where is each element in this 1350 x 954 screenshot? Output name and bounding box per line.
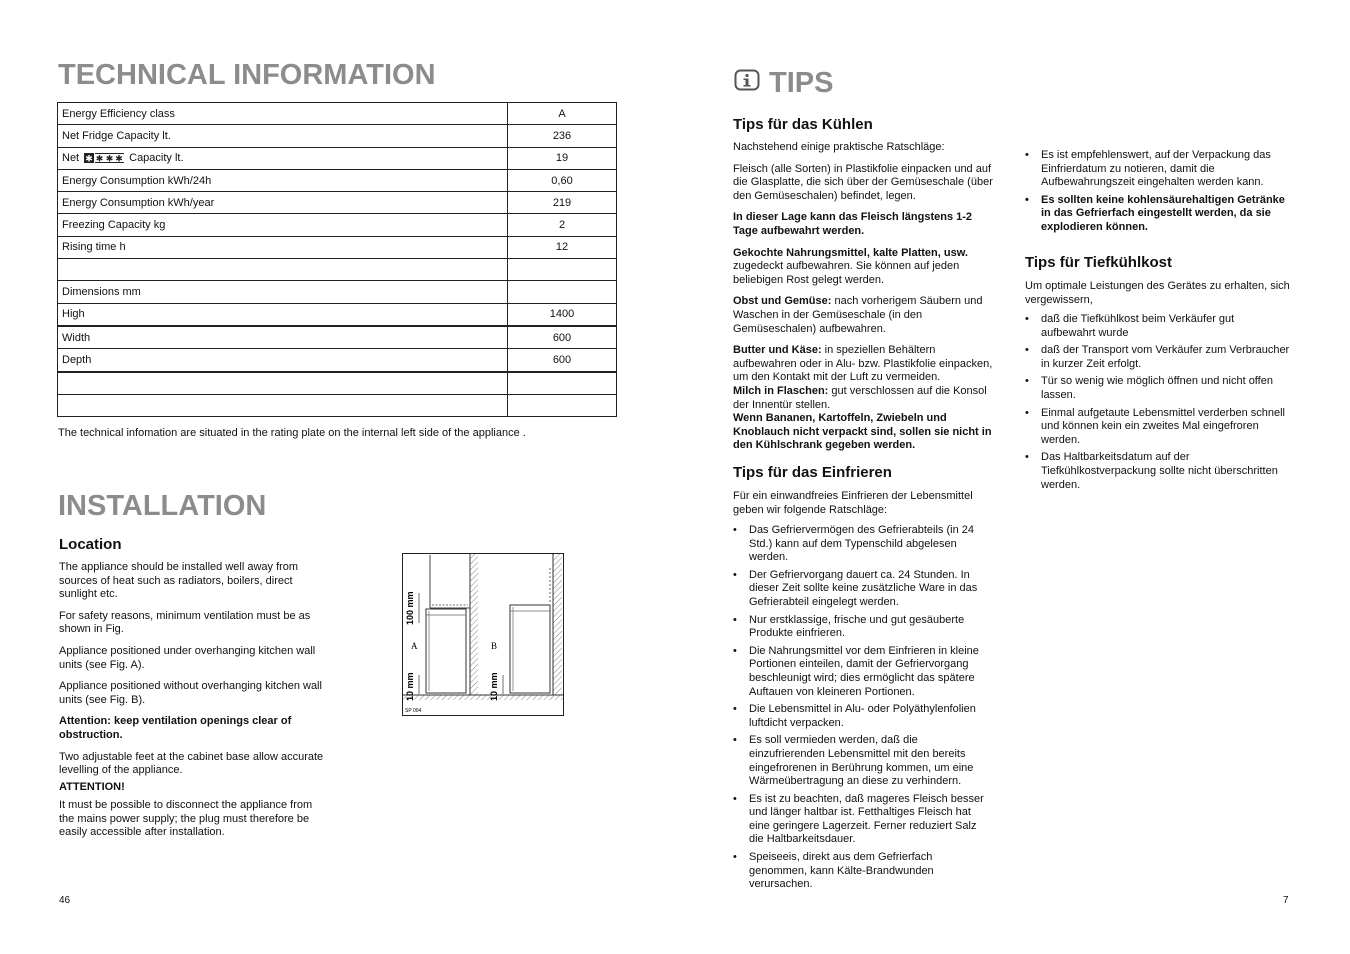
- kuehlen-paragraph: [733, 385, 995, 412]
- attention-title: ATTENTION!: [59, 781, 125, 793]
- list-item: • Das Gefriervermögen des Gefrierabteils (in 24 Std.) kann auf dem Typenschild abgelesen werden.: [733, 524, 991, 565]
- table-label-cell: Energy Consumption kWh/year: [58, 192, 508, 214]
- list-item: • Die Nahrungsmittel vor dem Einfrieren in kleine Portionen einteilen, damit der Gefriervorgang beschleunigt wird; dies ermöglicht das spätere Auftauen von kleineren Portionen.: [733, 645, 991, 699]
- list-item: • daß der Transport vom Verkäufer zum Verbraucher in kurzer Zeit erfolgt.: [1025, 344, 1290, 371]
- list-item: • Die Lebensmittel in Alu- oder Polyäthylenfolien luftdicht verpacken.: [733, 703, 991, 730]
- table-row: [58, 147, 617, 169]
- kuehlen-lead: Butter und Käse:: [733, 344, 822, 357]
- dim-bottom-a-label: 10 mm: [405, 672, 415, 701]
- table-value-cell: 1400: [508, 303, 617, 326]
- installation-title: INSTALLATION: [58, 490, 267, 522]
- kuehlen-paragraph: In dieser Lage kann das Fleisch längstens 1-2 Tage aufbewahrt werden.: [733, 211, 973, 237]
- table-row: [58, 236, 617, 258]
- table-label-cell: [58, 259, 508, 281]
- figure-code: SP 004: [405, 708, 422, 714]
- kuehlen-rest: nach vorherigem Säubern und Waschen in der Gemüseschale (in den Gemüseschalen) aufbewahren.: [733, 295, 983, 335]
- tech-info-title: TECHNICAL INFORMATION: [58, 59, 436, 91]
- figure-label-b: B: [491, 641, 498, 651]
- svg-text:✱: ✱: [115, 154, 123, 164]
- einfrieren-list: [733, 524, 991, 896]
- tiefkuehl-intro: Um optimale Leistungen des Gerätes zu erhalten, sich vergewissern,: [1025, 280, 1290, 306]
- einfrieren-intro: Für ein einwandfreies Einfrieren der Lebensmittel geben wir folgende Ratschläge:: [733, 490, 973, 516]
- table-value-cell: A: [508, 103, 617, 125]
- kuehlen-paragraph: Wenn Bananen, Kartoffeln, Zwiebeln und Knoblauch nicht verpackt sind, sollen sie nicht in den Kühlschrank gegeben werden.: [733, 412, 992, 452]
- svg-text:✱: ✱: [85, 154, 93, 164]
- table-label-cell: Dimensions mm: [58, 281, 508, 303]
- list-item: • Es ist zu beachten, daß mageres Fleisch besser und länger haltbar ist. Fetthaltiges Fleisch hat eine geringere Lagerzeit. Ferner reduziert Salz die Haltbarkeitsdauer.: [733, 793, 991, 847]
- tech-table: [57, 102, 617, 417]
- table-value-cell: 219: [508, 192, 617, 214]
- label-suffix: Capacity lt.: [129, 152, 184, 165]
- table-label-cell: Rising time h: [58, 236, 508, 258]
- tiefkuehl-list: [1025, 313, 1290, 496]
- table-row: [58, 103, 617, 125]
- svg-text:✱: ✱: [95, 154, 104, 164]
- table-row: [58, 281, 617, 303]
- kuehlen-paragraph: [733, 295, 995, 336]
- einfrieren-title: Tips für das Einfrieren: [733, 464, 892, 481]
- table-label-cell: Net Fridge Capacity lt.: [58, 125, 508, 147]
- freezer-stars-icon: [84, 153, 124, 163]
- kuehlen-rest: zugedeckt aufbewahren. Sie können auf jeden beliebigen Rost gelegt werden.: [733, 260, 960, 286]
- dim-bottom-b-label: 10 mm: [489, 672, 499, 701]
- table-row: [58, 192, 617, 214]
- table-label-cell: [58, 147, 508, 169]
- figure-label-a: A: [411, 641, 418, 651]
- table-row: [58, 372, 617, 395]
- location-paragraph: Appliance positioned without overhanging kitchen wall units (see Fig. B).: [59, 680, 322, 706]
- page-number-right: 7: [1283, 895, 1289, 906]
- table-row: [58, 214, 617, 236]
- table-label-cell: Width: [58, 326, 508, 349]
- location-paragraph: Appliance positioned under overhanging kitchen wall units (see Fig. A).: [59, 644, 316, 671]
- table-row: [58, 326, 617, 349]
- list-item: • Einmal aufgetaute Lebensmittel verderben schnell und können kein ein zweites Mal eingefroren werden.: [1025, 407, 1290, 448]
- kuehlen-lead: Milch in Flaschen:: [733, 384, 829, 397]
- table-row: [58, 303, 617, 326]
- attention-text: It must be possible to disconnect the appliance from the mains power supply; the plug must therefore be easily accessible after installation.: [59, 799, 313, 839]
- info-icon: [734, 69, 760, 93]
- table-row: [58, 394, 617, 416]
- ventilation-figure: [402, 553, 564, 716]
- table-value-cell: 600: [508, 349, 617, 372]
- list-item: • Es ist empfehlenswert, auf der Verpackung das Einfrierdatum zu notieren, damit die Aufbewahrungszeit eingehalten werden kann.: [1025, 149, 1290, 190]
- kuehlen-rest: gut verschlossen auf die Konsol der Innentür stellen.: [733, 384, 987, 411]
- table-label-cell: [58, 394, 508, 416]
- location-paragraph: For safety reasons, minimum ventilation must be as shown in Fig.: [59, 609, 311, 636]
- table-value-cell: 19: [508, 147, 617, 169]
- table-value-cell: 0,60: [508, 169, 617, 191]
- kuehlen-rest: in speziellen Behältern aufbewahren oder in Alu- bzw. Plastikfolie einpacken, um den Kontakt mit der Luft zu vermeiden.: [733, 344, 993, 384]
- table-label-cell: [58, 372, 508, 395]
- location-text: [59, 561, 331, 786]
- kuehlen-paragraph: Fleisch (alle Sorten) in Plastikfolie einpacken und auf die Glasplatte, die sich über der Gemüseschale (über den Gemüseschalen) befindet, legen.: [733, 162, 993, 202]
- table-row: [58, 169, 617, 191]
- table-value-cell: [508, 372, 617, 395]
- list-item: • Tür so wenig wie möglich öffnen und nicht offen lassen.: [1025, 375, 1290, 402]
- table-label-cell: Energy Efficiency class: [58, 103, 508, 125]
- list-item: • Der Gefriervorgang dauert ca. 24 Stunden. In dieser Zeit sollte keine zusätzliche Ware in das Gefrierabteil eingelegt werden.: [733, 569, 991, 610]
- svg-text:✱: ✱: [105, 154, 114, 164]
- table-value-cell: 2: [508, 214, 617, 236]
- table-value-cell: [508, 259, 617, 281]
- list-item: • Das Haltbarkeitsdatum auf der Tiefkühlkostverpackung sollte nicht überschritten werden.: [1025, 451, 1290, 492]
- table-label-cell: Freezing Capacity kg: [58, 214, 508, 236]
- list-item: • Es sollten keine kohlensäurehaltigen Getränke in das Gefrierfach eingestellt werden, da sie explodieren können.: [1025, 194, 1290, 235]
- label-prefix: Net: [62, 152, 80, 165]
- kuehlen-lead: Gekochte Nahrungsmittel, kalte Platten, usw.: [733, 246, 968, 259]
- kuehlen-text: [733, 141, 995, 461]
- table-label-cell: Energy Consumption kWh/24h: [58, 169, 508, 191]
- table-value-cell: [508, 394, 617, 416]
- kuehlen-intro: Nachstehend einige praktische Ratschläge:: [733, 141, 945, 153]
- tiefkuehl-title: Tips für Tiefkühlkost: [1025, 254, 1172, 271]
- table-row: [58, 259, 617, 281]
- page-number-left: 46: [59, 895, 71, 906]
- kuehlen-paragraph: [733, 247, 995, 288]
- list-item: • Es soll vermieden werden, daß die einzufrierenden Lebensmittel mit den bereits eingefrorenen in Berührung kommen, um eine Wärmeübertragung an diese zu verhindern.: [733, 734, 991, 788]
- location-paragraph: The appliance should be installed well away from sources of heat such as radiators, boilers, direct sunlight etc.: [59, 561, 299, 601]
- tips-title: TIPS: [769, 67, 834, 99]
- table-row: [58, 125, 617, 147]
- kuehlen-title: Tips für das Kühlen: [733, 116, 873, 133]
- table-value-cell: 12: [508, 236, 617, 258]
- dim-top-label: 100 mm: [405, 591, 415, 625]
- list-item: • Speiseeis, direkt aus dem Gefrierfach genommen, kann Kälte-Brandwunden verursachen.: [733, 851, 991, 892]
- list-item: • daß die Tiefkühlkost beim Verkäufer gut aufbewahrt wurde: [1025, 313, 1290, 340]
- list-item: • Nur erstklassige, frische und gut gesäuberte Produkte einfrieren.: [733, 614, 991, 641]
- location-paragraph: Two adjustable feet at the cabinet base allow accurate levelling of the appliance.: [59, 750, 324, 777]
- table-label-cell: High: [58, 303, 508, 326]
- ventilation-warning: Attention: keep ventilation openings clear of obstruction.: [59, 715, 292, 741]
- table-label-cell: Depth: [58, 349, 508, 372]
- table-value-cell: 236: [508, 125, 617, 147]
- einfrieren-list-continued: [1025, 149, 1290, 239]
- location-title: Location: [59, 536, 122, 553]
- tech-note: The technical infomation are situated in the rating plate on the internal left side of the appliance .: [58, 427, 526, 439]
- kuehlen-lead: Obst und Gemüse:: [733, 295, 832, 308]
- table-row: [58, 349, 617, 372]
- table-value-cell: 600: [508, 326, 617, 349]
- table-value-cell: [508, 281, 617, 303]
- kuehlen-paragraph: [733, 344, 995, 385]
